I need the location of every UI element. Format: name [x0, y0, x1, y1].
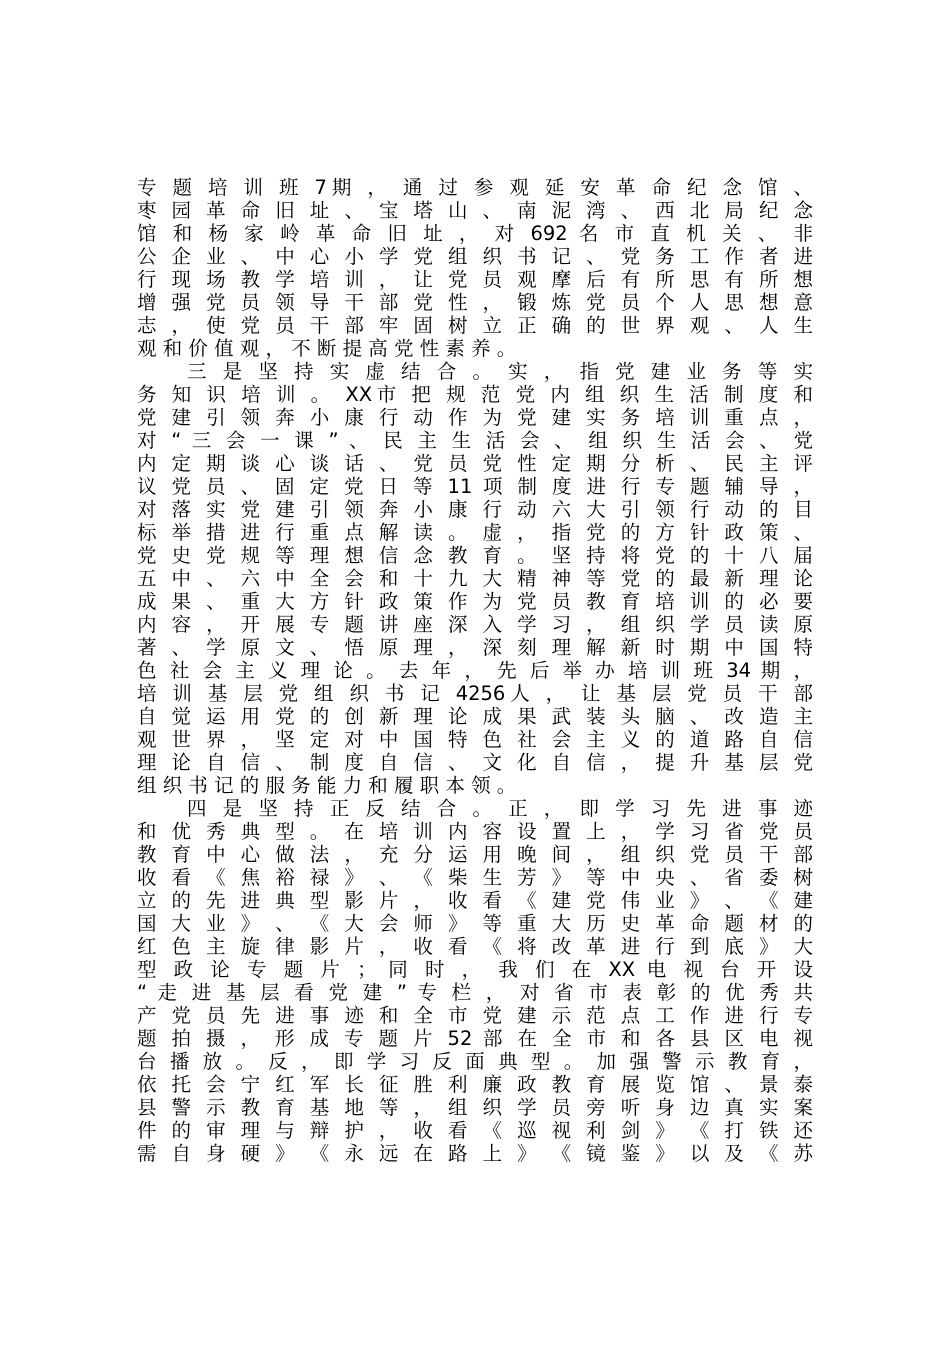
text-line: 依 托 会 宁 红 军 长 征 胜 利 廉 政 教 育 展 览 馆 、 景 泰 — [137, 1073, 813, 1096]
text-line: 和 优 秀 典 型 。 在 培 训 内 容 设 置 上 ， 学 习 省 党 员 — [137, 820, 813, 843]
text-line: 台 播 放 。 反 ， 即 学 习 反 面 典 型 。 加 强 警 示 教 育 ， — [137, 1050, 813, 1073]
text-line: 专 题 培 训 班 7期 ， 通 过 参 观 延 安 革 命 纪 念 馆 、 — [137, 176, 813, 199]
text-line: “ 走 进 基 层 看 党 建 ” 专 栏 ， 对 省 市 表 彰 的 优 秀 共 — [137, 981, 813, 1004]
text-line: 对 “ 三 会 一 课 ” 、 民 主 生 活 会 、 组 织 生 活 会 、 党 — [137, 429, 813, 452]
text-line: 色 社 会 主 义 理 论 。 去 年 ， 先 后 举 办 培 训 班 34 期 ， — [137, 659, 813, 682]
text-line: 产 党 员 先 进 事 迹 和 全 市 党 建 示 范 点 工 作 进 行 专 — [137, 1004, 813, 1027]
text-line: 县 警 示 教 育 基 地 等 ， 组 织 学 员 旁 听 身 边 真 实 案 — [137, 1096, 813, 1119]
text-line: 标 举 措 进 行 重 点 解 读 。 虚 ， 指 党 的 方 针 政 策 、 — [137, 521, 813, 544]
text-line: 件 的 审 理 与 辩 护 ， 收 看 《 巡 视 利 剑 》 《 打 铁 还 — [137, 1119, 813, 1142]
text-line: 馆 和 杨 家 岭 革 命 旧 址 ， 对 692 名 市 直 机 关 、 非 — [137, 222, 813, 245]
text-line: 党 史 党 规 等 理 想 信 念 教 育 。 坚 持 将 党 的 十 八 届 — [137, 544, 813, 567]
text-line: 型 政 论 专 题 片 ； 同 时 ， 我 们 在 XX 电 视 台 开 设 — [137, 958, 813, 981]
text-line: 内 定 期 谈 心 谈 话 、 党 员 党 性 定 期 分 析 、 民 主 评 — [137, 452, 813, 475]
text-line: 著 、 学 原 文 、 悟 原 理 ， 深 刻 理 解 新 时 期 中 国 特 — [137, 636, 813, 659]
text-line: 成 果 、 重 大 方 针 政 策 作 为 党 员 教 育 培 训 的 必 要 — [137, 590, 813, 613]
text-line: 教 育 中 心 做 法 ， 充 分 运 用 晚 间 ， 组 织 党 员 干 部 — [137, 843, 813, 866]
text-line: 理 论 自 信 、 制 度 自 信 、 文 化 自 信 ， 提 升 基 层 党 — [137, 751, 813, 774]
text-line: 观 世 界 ， 坚 定 对 中 国 特 色 社 会 主 义 的 道 路 自 信 — [137, 728, 813, 751]
text-line: 组 织 书 记 的 服 务 能 力 和 履 职 本 领 。 — [137, 774, 517, 797]
paragraph-start-line: 三 是 坚 持 实 虚 结 合 。 实 ， 指 党 建 业 务 等 实 — [187, 360, 813, 383]
text-line: 务 知 识 培 训 。 XX市 把 规 范 党 内 组 织 生 活 制 度 和 — [137, 383, 813, 406]
text-line: 培 训 基 层 党 组 织 书 记 4256人 ， 让 基 层 党 员 干 部 — [137, 682, 813, 705]
text-line: 对 落 实 党 建 引 领 奔 小 康 行 动 六 大 引 领 行 动 的 目 — [137, 498, 813, 521]
text-line: 国 大 业 》 、 《 大 会 师 》 等 重 大 历 史 革 命 题 材 的 — [137, 912, 813, 935]
text-line: 红 色 主 旋 律 影 片 ， 收 看 《 将 改 革 进 行 到 底 》 大 — [137, 935, 813, 958]
text-line: 需 自 身 硬 》 《 永 远 在 路 上 》 《 镜 鉴 》 以 及 《 苏 — [137, 1142, 813, 1165]
text-line: 内 容 ， 开 展 专 题 讲 座 深 入 学 习 ， 组 织 学 员 读 原 — [137, 613, 813, 636]
text-line: 五 中 、 六 中 全 会 和 十 九 大 精 神 等 党 的 最 新 理 论 — [137, 567, 813, 590]
text-line: 立 的 先 进 典 型 影 片 ， 收 看 《 建 党 伟 业 》 、 《 建 — [137, 889, 813, 912]
text-line: 自 觉 运 用 党 的 创 新 理 论 成 果 武 装 头 脑 、 改 造 主 — [137, 705, 813, 728]
text-line: 行 现 场 教 学 培 训 ， 让 党 员 观 摩 后 有 所 思 有 所 想 — [137, 268, 813, 291]
body-text — [137, 176, 813, 1165]
text-line: 题 拍 摄 ， 形 成 专 题 片 52 部 在 全 市 和 各 县 区 电 视 — [137, 1027, 813, 1050]
text-line: 收 看 《 焦 裕 禄 》 、 《 柴 生 芳 》 等 中 央 、 省 委 树 — [137, 866, 813, 889]
text-line: 议 党 员 、 固 定 党 日 等 11 项 制 度 进 行 专 题 辅 导 ， — [137, 475, 813, 498]
text-line: 枣 园 革 命 旧 址 、 宝 塔 山 、 南 泥 湾 、 西 北 局 纪 念 — [137, 199, 813, 222]
text-line: 增 强 党 员 领 导 干 部 党 性 ， 锻 炼 党 员 个 人 思 想 意 — [137, 291, 813, 314]
text-line: 党 建 引 领 奔 小 康 行 动 作 为 党 建 实 务 培 训 重 点 ， — [137, 406, 813, 429]
text-line: 志 ， 使 党 员 干 部 牢 固 树 立 正 确 的 世 界 观 、 人 生 — [137, 314, 813, 337]
paragraph-start-line: 四 是 坚 持 正 反 结 合 。 正 ， 即 学 习 先 进 事 迹 — [187, 797, 813, 820]
text-line: 观 和 价 值 观 ， 不 断 提 高 党 性 素 养 。 — [137, 337, 517, 360]
text-line: 公 企 业 、 中 心 小 学 党 组 织 书 记 、 党 务 工 作 者 进 — [137, 245, 813, 268]
